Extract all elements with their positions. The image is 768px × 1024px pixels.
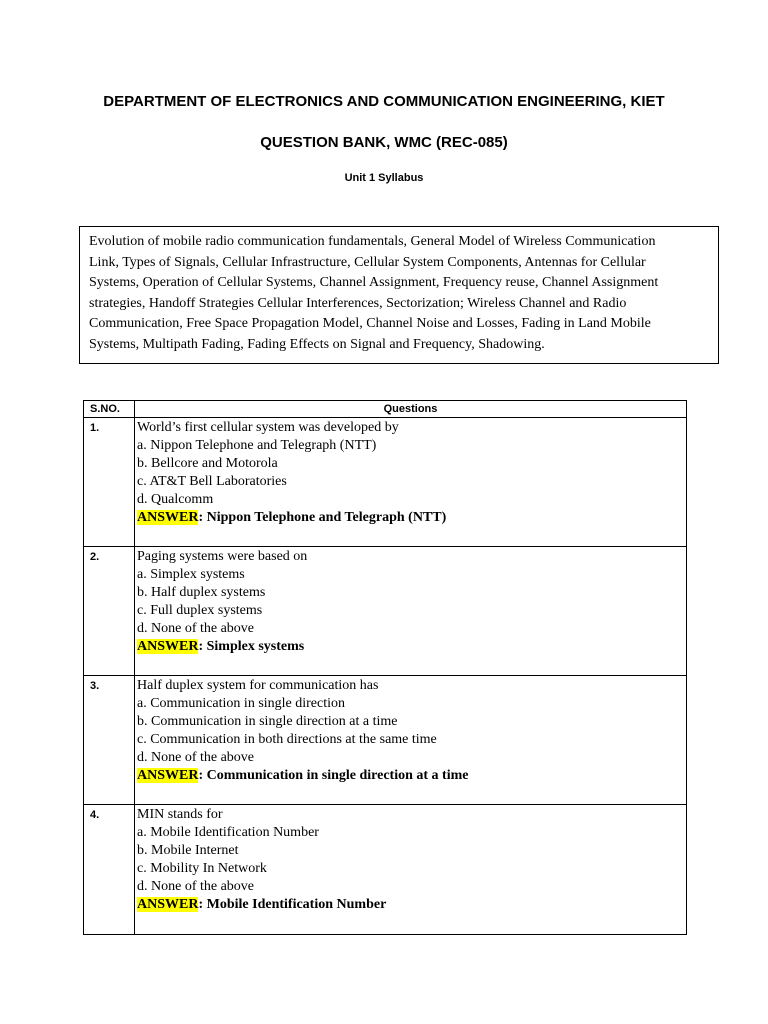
option-d: d. None of the above xyxy=(137,879,255,894)
syllabus-box xyxy=(79,226,719,364)
syllabus-line: Systems, Operation of Cellular Systems, Channel Assignment, Frequency reuse, Channel Assignment xyxy=(89,275,659,290)
option-d: d. Qualcomm xyxy=(137,492,214,507)
option-a: a. Nippon Telephone and Telegraph (NTT) xyxy=(137,438,377,453)
answer-text: : Nippon Telephone and Telegraph (NTT) xyxy=(198,510,447,525)
option-c: c. Full duplex systems xyxy=(137,603,263,618)
syllabus-line: strategies, Handoff Strategies Cellular Interferences, Sectorization; Wireless Channel and Radio xyxy=(89,295,627,311)
question-number: 2. xyxy=(84,547,135,676)
syllabus-line: Evolution of mobile radio communication fundamentals, General Model of Wireless Communication xyxy=(89,234,656,249)
question-text: Half duplex system for communication has xyxy=(137,678,379,693)
answer-label: ANSWER xyxy=(137,768,199,783)
question-number: 4. xyxy=(84,805,135,935)
answer-line xyxy=(137,509,686,527)
department-heading: DEPARTMENT OF ELECTRONICS AND COMMUNICATION ENGINEERING, KIET xyxy=(103,93,665,110)
unit-syllabus-heading: Unit 1 Syllabus xyxy=(344,172,424,184)
syllabus-line: Systems, Multipath Fading, Fading Effects on Signal and Frequency, Shadowing. xyxy=(89,336,545,352)
option-b: b. Half duplex systems xyxy=(137,585,266,600)
option-d: d. None of the above xyxy=(137,621,255,636)
answer-text: : Mobile Identification Number xyxy=(198,897,387,912)
option-b: b. Bellcore and Motorola xyxy=(137,456,278,471)
sno-header: S.NO. xyxy=(84,401,135,418)
answer-label: ANSWER xyxy=(137,510,199,525)
answer-label: ANSWER xyxy=(137,639,199,654)
option-d: d. None of the above xyxy=(137,750,255,765)
table-row xyxy=(84,418,687,547)
question-number: 1. xyxy=(84,418,135,547)
option-c: c. Mobility In Network xyxy=(137,861,267,876)
question-text: Paging systems were based on xyxy=(137,549,308,564)
option-a: a. Mobile Identification Number xyxy=(137,825,319,840)
option-a: a. Communication in single direction xyxy=(137,696,346,711)
answer-label: ANSWER xyxy=(137,897,199,912)
syllabus-line: Communication, Free Space Propagation Model, Channel Noise and Losses, Fading in Land Mobile xyxy=(89,316,651,331)
option-c: c. Communication in both directions at the same time xyxy=(137,732,437,747)
option-a: a. Simplex systems xyxy=(137,567,245,582)
option-c: c. AT&T Bell Laboratories xyxy=(137,474,287,489)
question-cell xyxy=(135,418,687,547)
table-header-row xyxy=(84,401,687,418)
question-table xyxy=(83,400,687,935)
table-row xyxy=(84,676,687,805)
answer-line xyxy=(137,896,686,914)
option-b: b. Mobile Internet xyxy=(137,843,239,858)
question-text: MIN stands for xyxy=(137,807,223,822)
answer-line xyxy=(137,767,686,785)
question-number: 3. xyxy=(84,676,135,805)
answer-text: : Communication in single direction at a time xyxy=(198,768,469,783)
option-b: b. Communication in single direction at a time xyxy=(137,714,398,729)
answer-line xyxy=(137,638,686,656)
questions-header: Questions xyxy=(135,401,687,418)
table-row xyxy=(84,805,687,935)
question-cell xyxy=(135,676,687,805)
syllabus-line: Link, Types of Signals, Cellular Infrastructure, Cellular System Components, Antennas for Cellular xyxy=(89,254,646,270)
question-cell xyxy=(135,805,687,935)
question-text: World’s first cellular system was developed by xyxy=(137,420,399,435)
question-bank-title: QUESTION BANK, WMC (REC-085) xyxy=(260,134,508,151)
answer-text: : Simplex systems xyxy=(198,639,305,654)
question-cell xyxy=(135,547,687,676)
table-row xyxy=(84,547,687,676)
